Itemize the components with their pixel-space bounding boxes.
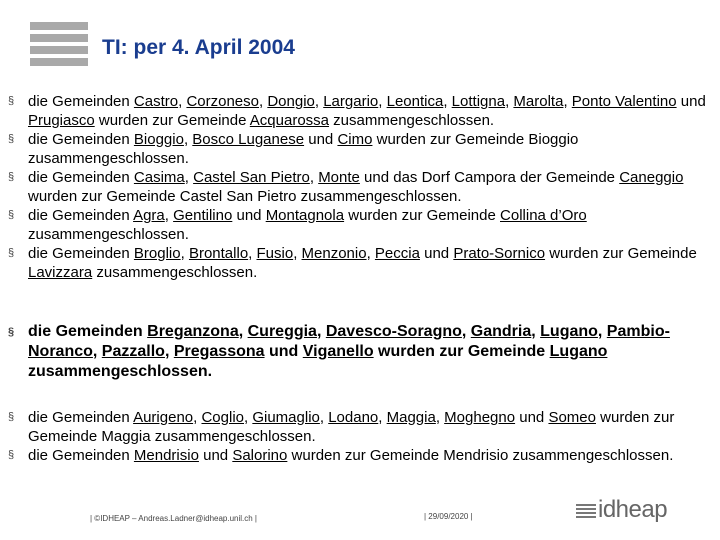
bullet-text: ,: [293, 245, 302, 262]
municipality-name: Broglio: [133, 245, 181, 262]
bullet-item: [8, 206, 714, 244]
bullet-text: ,: [597, 323, 607, 340]
municipality-name: Pregassona: [173, 343, 265, 360]
bullet-list-3: [8, 408, 714, 465]
municipality-name: Monte: [318, 169, 360, 186]
bullet-text: ,: [164, 207, 174, 224]
brand-text: idheap: [598, 496, 668, 523]
bullet-text: die Gemeinden: [28, 207, 134, 224]
bullet-list-1: [8, 92, 714, 282]
bullet-text: ,: [505, 93, 514, 110]
bullet-text: und das Dorf Campora der Gemeinde: [359, 169, 620, 186]
bullet-icon: §: [8, 209, 15, 221]
footer: [0, 496, 720, 536]
municipality-name: Caneggio: [619, 169, 684, 186]
municipality-name: Collina d’Oro: [500, 207, 587, 224]
bullet-text: ,: [366, 245, 375, 262]
bullet-item: [8, 244, 714, 282]
municipality-name: Giumaglio: [252, 409, 320, 426]
municipality-name: Prato-Sornico: [453, 245, 546, 262]
bullet-text: ,: [164, 343, 174, 360]
bullet-text: wurden zur Gemeinde Mendrisio zusammengeschlossen.: [287, 447, 674, 464]
municipality-name: Casima: [133, 169, 185, 186]
municipality-name: Castro: [133, 93, 179, 110]
municipality-name: Menzonio: [301, 245, 367, 262]
municipality-name: Mendrisio: [133, 447, 199, 464]
municipality-name: Brontallo: [188, 245, 249, 262]
bullet-text: die Gemeinden: [28, 245, 134, 262]
bullet-text: wurden zur Gemeinde Maggia zusammengeschlossen.: [28, 409, 675, 445]
bullet-text: die Gemeinden: [28, 93, 134, 110]
municipality-name: Someo: [548, 409, 596, 426]
bullet-icon: §: [8, 449, 15, 461]
municipality-name: Maggia: [386, 409, 436, 426]
logo-lines-icon: [576, 504, 596, 520]
bullet-text: ,: [180, 245, 189, 262]
bullet-text: ,: [563, 93, 572, 110]
bullet-text: die Gemeinden: [28, 447, 134, 464]
municipality-name: Marolta: [513, 93, 564, 110]
bullet-item: [8, 446, 714, 465]
municipality-name: Dongio: [267, 93, 315, 110]
bullet-text: ,: [309, 169, 319, 186]
municipality-name: Moghegno: [444, 409, 516, 426]
municipality-name: Agra: [133, 207, 165, 224]
municipality-name: Ponto Valentino: [571, 93, 677, 110]
bullet-text: ,: [435, 409, 445, 426]
bullet-list-2: [8, 322, 714, 382]
bullet-text: wurden zur Gemeinde Castel San Pietro zusammengeschlossen.: [28, 188, 462, 205]
slide-title: TI: per 4. April 2004: [102, 36, 295, 59]
bullet-text: die Gemeinden: [28, 323, 148, 340]
bullet-icon: §: [8, 326, 15, 338]
municipality-name: Largario: [323, 93, 379, 110]
municipality-name: Bosco Luganese: [192, 131, 305, 148]
municipality-name: Peccia: [374, 245, 420, 262]
bullet-item: [8, 408, 714, 446]
municipality-name: Montagnola: [265, 207, 345, 224]
bullet-text: ,: [378, 93, 387, 110]
municipality-name: Lottigna: [451, 93, 506, 110]
footer-copyright: | ©IDHEAP – Andreas.Ladner@idheap.unil.ch |: [90, 514, 258, 523]
municipality-name: Corzoneso: [186, 93, 259, 110]
idheap-logo: [598, 496, 667, 524]
bullet-text: ,: [178, 93, 187, 110]
bullet-text: zusammengeschlossen.: [28, 226, 189, 243]
bullet-text: wurden zur Gemeinde: [373, 343, 550, 360]
bullet-text: wurden zur Gemeinde Bioggio zusammengeschlossen.: [28, 131, 579, 167]
municipality-name: Lavizzara: [28, 264, 93, 281]
bullet-icon: §: [8, 133, 15, 145]
bullet-text: ,: [193, 409, 202, 426]
bullet-text: ,: [92, 343, 102, 360]
bullet-text: und: [198, 447, 233, 464]
municipality-name: Coglio: [201, 409, 244, 426]
bullet-text: die Gemeinden: [28, 169, 134, 186]
municipality-name: Cureggia: [247, 323, 317, 340]
municipality-name: Castel San Pietro: [193, 169, 310, 186]
municipality-name: Acquarossa: [249, 112, 330, 129]
bullet-text: zusammengeschlossen.: [92, 264, 258, 281]
bullet-text: ,: [184, 169, 194, 186]
bullet-icon: §: [8, 411, 15, 423]
bullet-text: ,: [183, 131, 193, 148]
bullet-text: wurden zur Gemeinde: [545, 245, 697, 262]
bullet-text: und: [419, 245, 454, 262]
bullet-item: [8, 168, 714, 206]
bullet-text: und: [515, 409, 549, 426]
bullet-text: ,: [316, 323, 326, 340]
bullet-text: wurden zur Gemeinde: [344, 207, 501, 224]
bullet-text: und: [232, 207, 266, 224]
bullet-text: die Gemeinden: [28, 131, 134, 148]
bullet-text: ,: [244, 409, 253, 426]
municipality-name: Pazzallo: [101, 343, 165, 360]
bullet-text: wurden zur Gemeinde: [94, 112, 250, 129]
municipality-name: Gentilino: [173, 207, 233, 224]
logo-bars: [30, 22, 88, 70]
municipality-name: Aurigeno: [133, 409, 194, 426]
municipality-name: Lodano: [328, 409, 379, 426]
bullet-text: und: [264, 343, 303, 360]
bullet-text: ,: [319, 409, 329, 426]
bullet-text: zusammengeschlossen.: [329, 112, 495, 129]
bullet-text: ,: [461, 323, 471, 340]
bullet-item: [8, 130, 714, 168]
bullet-text: ,: [248, 245, 257, 262]
bullet-icon: §: [8, 247, 15, 259]
bullet-text: ,: [443, 93, 452, 110]
bullet-text: und: [676, 93, 706, 110]
municipality-name: Cimo: [337, 131, 373, 148]
municipality-name: Prugiasco: [28, 112, 95, 129]
municipality-name: Davesco-Soragno: [325, 323, 462, 340]
municipality-name: Breganzona: [147, 323, 239, 340]
bullet-text: zusammengeschlossen.: [28, 363, 213, 380]
bullet-text: ,: [314, 93, 324, 110]
bullet-text: die Gemeinden: [28, 409, 134, 426]
municipality-name: Pambio-Noranco: [28, 323, 670, 360]
footer-date: | 29/09/2020 |: [424, 512, 473, 521]
municipality-name: Lugano: [549, 343, 608, 360]
bullet-icon: §: [8, 171, 15, 183]
bullet-item: [8, 322, 714, 382]
municipality-name: Salorino: [232, 447, 288, 464]
bullet-text: ,: [238, 323, 248, 340]
bullet-text: ,: [378, 409, 387, 426]
municipality-name: Gandria: [470, 323, 532, 340]
municipality-name: Lugano: [540, 323, 598, 340]
municipality-name: Fusio: [256, 245, 294, 262]
bullet-text: ,: [531, 323, 541, 340]
municipality-name: Bioggio: [133, 131, 184, 148]
municipality-name: Viganello: [302, 343, 374, 360]
bullet-text: ,: [258, 93, 268, 110]
bullet-item: [8, 92, 714, 130]
bullet-icon: §: [8, 95, 15, 107]
municipality-name: Leontica: [386, 93, 444, 110]
bullet-text: und: [304, 131, 338, 148]
